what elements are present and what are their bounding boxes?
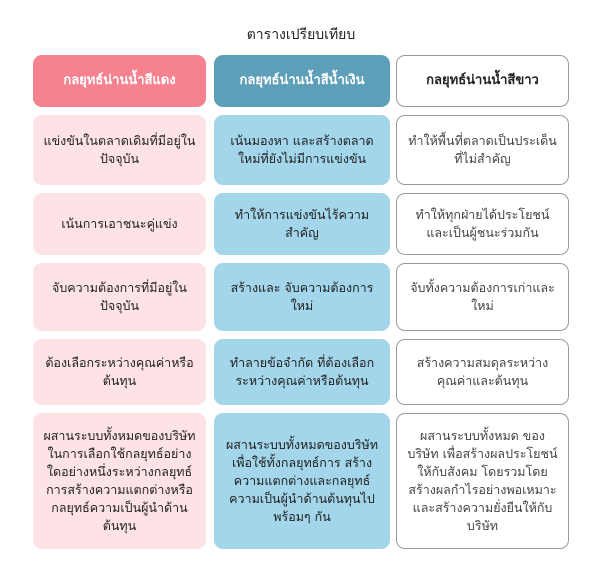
red-ocean-cell-market: แข่งขันในตลาดเดิมที่มีอยู่ในปัจจุบัน [33, 115, 206, 185]
red-ocean-cell-system: ผสานระบบทั้งหมดของบริษัทในการเลือกใช้กลยุทธ์อย่างใดอย่างหนึ่งระหว่างกลยุทธ์การสร้างความแตกต่างหรือกลยุทธ์ความเป็นผู้นำด้านต้นทุน [33, 413, 206, 549]
blue-ocean-cell-demand: สร้างและ จับความต้องการใหม่ [214, 263, 390, 331]
blue-ocean-cell-value-cost: ทำลายข้อจำกัด ที่ต้องเลือกระหว่างคุณค่าหรือต้นทุน [214, 339, 390, 405]
header-white-ocean: กลยุทธ์น่านน้ำสีขาว [396, 55, 569, 107]
white-ocean-cell-competition: ทำให้ทุกฝ่ายได้ประโยชน์และเป็นผู้ชนะร่วมกัน [396, 193, 569, 255]
white-ocean-cell-value-cost: สร้างความสมดุลระหว่างคุณค่าและต้นทุน [396, 339, 569, 405]
diagram-title: ตารางเปรียบเทียบ [246, 27, 356, 43]
white-ocean-cell-demand: จับทั้งความต้องการเก่าและใหม่ [396, 263, 569, 331]
blue-ocean-cell-competition: ทำให้การแข่งขันไร้ความสำคัญ [214, 193, 390, 255]
white-ocean-cell-market: ทำให้พื้นที่ตลาดเป็นประเด็นที่ไม่สำคัญ [396, 115, 569, 185]
header-red-ocean: กลยุทธ์น่านน้ำสีแดง [33, 55, 206, 107]
red-ocean-cell-competition: เน้นการเอาชนะคู่แข่ง [33, 193, 206, 255]
red-ocean-cell-demand: จับความต้องการที่มีอยู่ในปัจจุบัน [33, 263, 206, 331]
red-ocean-cell-value-cost: ต้องเลือกระหว่างคุณค่าหรือต้นทุน [33, 339, 206, 405]
header-blue-ocean: กลยุทธ์น่านน้ำสีน้ำเงิน [214, 55, 390, 107]
blue-ocean-cell-market: เน้นมองหา และสร้างตลาดใหม่ที่ยังไม่มีการแข่งขัน [214, 115, 390, 185]
blue-ocean-cell-system: ผสานระบบทั้งหมดของบริษัทเพื่อใช้ทั้งกลยุทธ์การ สร้างความแตกต่างและกลยุทธ์ความเป็นผู้นำด้านต้นทุนไปพร้อมๆ กัน [214, 413, 390, 549]
white-ocean-cell-system: ผสานระบบทั้งหมด ของบริษัท เพื่อสร้างผลประโยชน์ให้กับสังคม โดยรวมโดยสร้างผลกำไรอย่างพอเหมาะและสร้างความยั่งยืนให้กับบริษัท [396, 413, 569, 549]
